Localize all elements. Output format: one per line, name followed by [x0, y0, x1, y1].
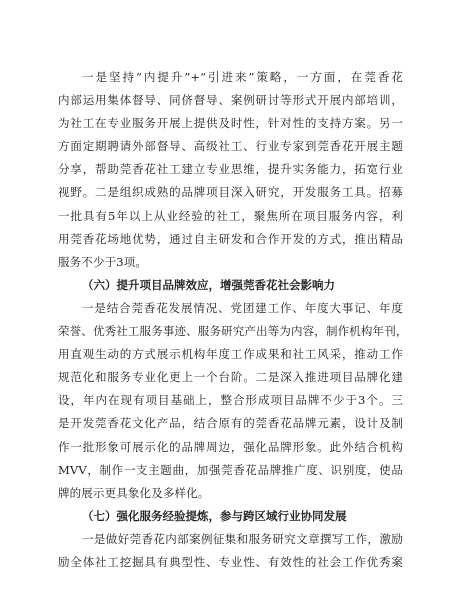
- text-line: 一是坚持“内提升”+“引进来”策略，一方面，在莞香花: [82, 70, 403, 84]
- text-line: 励全体社工挖掘具有典型性、专业性、有效性的社会工作优秀案: [58, 554, 403, 569]
- text-line: 一是做好莞香花内部案例征集和服务研究文章撰写工作，激励: [82, 531, 403, 546]
- text-line: 一是结合莞香花发展情况、党团建工作、年度大事记、年度: [82, 300, 403, 315]
- paragraph-experience: [58, 528, 403, 574]
- text-line: 作一批形象可展示化的品牌周边，强化品牌形象。此外结合机构: [58, 439, 403, 454]
- text-line: 规范化和服务专业化更上一个台阶。二是深入推进项目品牌化建: [58, 370, 403, 385]
- text-line: 用直观生动的方式展示机构年度工作成果和社工风采，推动工作: [58, 347, 403, 362]
- text-line: 用莞香花场地优势，通过自主研发和合作开发的方式，推出精品: [58, 231, 403, 246]
- paragraph-brand: [58, 297, 408, 505]
- text-line: 一批具有5年以上从业经验的社工，聚焦所在项目服务内容，利: [58, 208, 403, 223]
- text-line: 为社工在专业服务开展上提供及时性，针对性的支持方案。另一: [58, 116, 403, 131]
- text-line: MVV，制作一支主题曲，加强莞香花品牌推广度、识别度，使品: [58, 462, 403, 477]
- section-heading-7: （七）强化服务经验提炼，参与跨区域行业协同发展: [82, 508, 347, 523]
- text-line: 是开发莞香花文化产品，结合原有的莞香花品牌元素，设计及制: [58, 416, 403, 431]
- text-line: 服务不少于3项。: [58, 254, 148, 269]
- paragraph-strategy: [58, 66, 403, 274]
- text-line: 方面定期聘请外部督导、高级社工、行业专家到莞香花开展主题: [58, 139, 403, 154]
- text-line: 荣誉、优秀社工服务事迹、服务研究产出等为内容，制作机构年刊，: [58, 324, 408, 339]
- text-line: 设，年内在现有项目基础上，整合形成项目品牌不少于3个。三: [58, 393, 403, 408]
- text-line: 内部运用集体督导、同侪督导、案例研讨等形式开展内部培训，: [58, 93, 403, 108]
- text-line: 视野。二是组织成熟的品牌项目深入研究，开发服务工具。招募: [58, 185, 403, 200]
- document-body: [58, 66, 408, 574]
- text-line: 牌的展示更具象化及多样化。: [58, 485, 210, 500]
- text-line: 分享，帮助莞香花社工建立专业思维，提升实务能力，拓宽行业: [58, 162, 403, 177]
- section-heading-6: （六）提升项目品牌效应，增强莞香花社会影响力: [82, 277, 335, 292]
